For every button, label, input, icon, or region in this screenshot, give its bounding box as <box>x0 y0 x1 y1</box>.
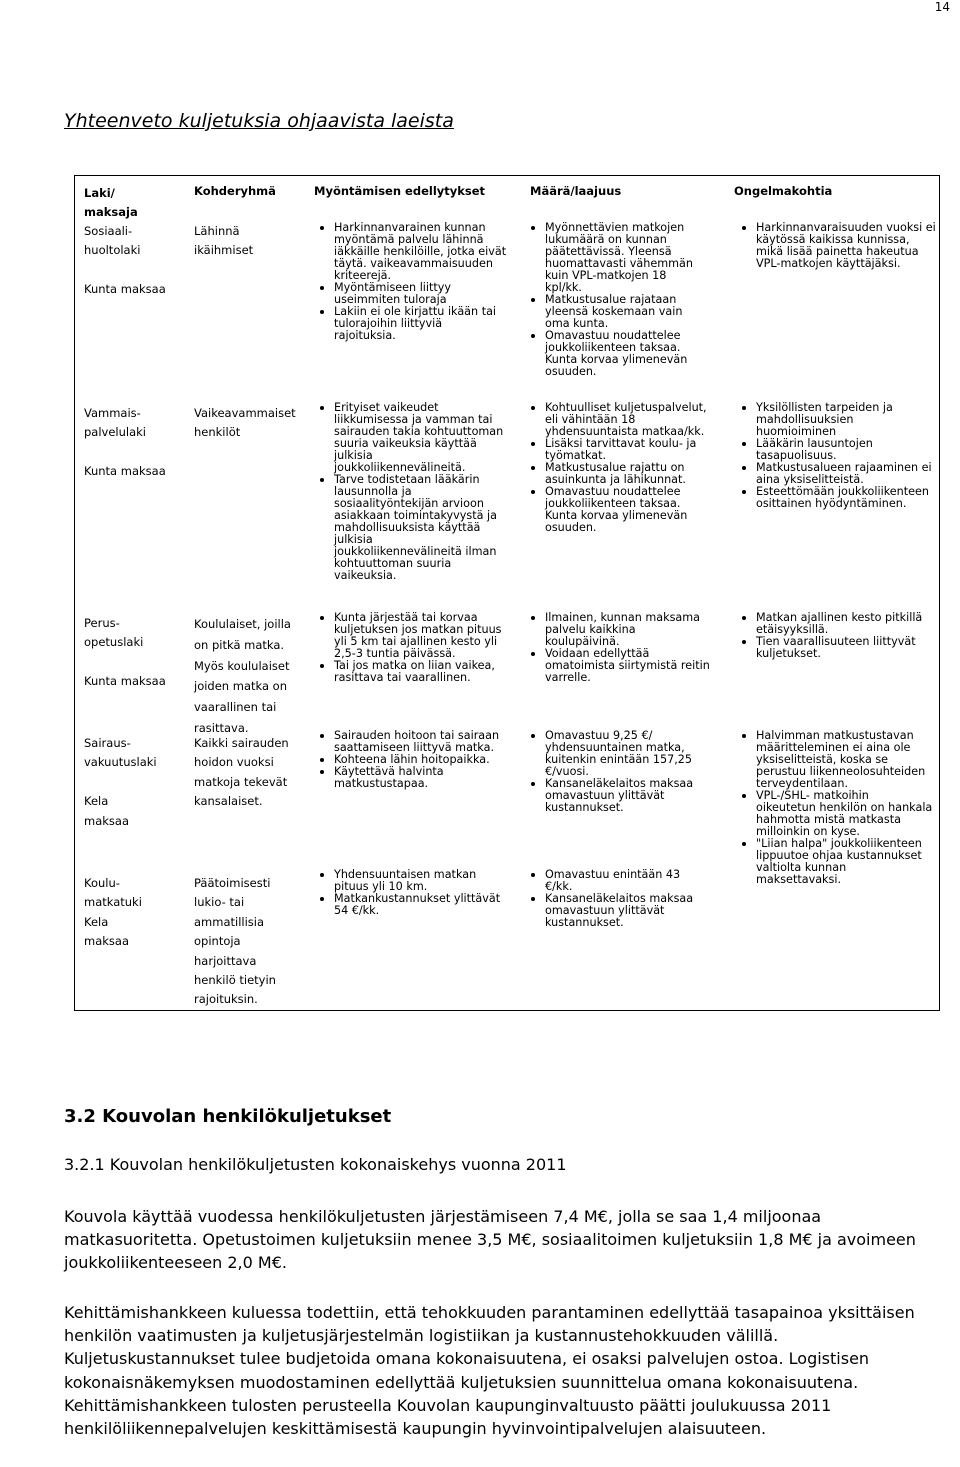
list-item-line: joukkoliikennevälineitä ilman <box>334 545 497 558</box>
body-paragraph-1: Kouvola käyttää vuodessa henkilökuljetusten järjestämiseen 7,4 M€, jolla se saa 1,4 miljoonaa matkasuoritetta. Opetustoimen kuljetuksiin menee 3,5 M€, sosiaalitoimen kuljetuksiin 1,8 M€ ja avoimeen joukkoliikenteeseen 2,0 M€. <box>64 1207 916 1273</box>
section-heading: 3.2 Kouvolan henkilökuljetukset <box>64 1106 392 1127</box>
list-item-line: sosiaalityöntekijän arvioon <box>334 497 484 510</box>
list-item-line: huomioiminen <box>756 425 837 438</box>
list-item <box>318 402 503 474</box>
subsection-heading: 3.2.1 Kouvolan henkilökuljetusten kokonaiskehys vuonna 2011 <box>64 1155 567 1174</box>
list-item-line: Yhdensuuntaisen matkan <box>334 868 477 881</box>
list-item-line: kustannukset. <box>545 801 624 814</box>
header-law-line2: maksaja <box>84 205 138 219</box>
list-item-line: tulorajoihin liittyviä <box>334 317 443 330</box>
list-item <box>740 486 932 510</box>
list-item-line: 54 €/kk. <box>334 904 380 917</box>
list-item-line: VPL-/SHL- matkoihin <box>756 789 869 802</box>
group-line: rasittava. <box>194 720 249 735</box>
law-line: Kela <box>84 794 109 809</box>
list-item-line: asuinkunta ja lähikunnat. <box>545 473 686 486</box>
list-item-line: aina yksiselitteistä. <box>756 473 864 486</box>
list-item-line: eli vähintään 18 <box>545 413 636 426</box>
document-title: Yhteenveto kuljetuksia ohjaavista laeista <box>64 110 454 132</box>
list-item-line: yhdensuuntaista matkaa/kk. <box>545 425 705 438</box>
list-item-line: lausunnolla ja <box>334 485 412 498</box>
row-5-conditions <box>318 869 500 917</box>
list-item-line: Myönnettävien matkojen <box>545 221 685 234</box>
list-item-line: palvelu kaikkina <box>545 623 636 636</box>
law-line: matkatuki <box>84 895 142 910</box>
list-item <box>740 402 932 438</box>
row-3-group <box>194 614 291 739</box>
group-line: ammatillisia <box>194 914 265 929</box>
list-item-line: varrelle. <box>545 671 591 684</box>
body-paragraph-2: Kehittämishankkeen kuluessa todettiin, että tehokkuuden parantaminen edellyttää tasapainoa yksittäisen henkilön vaatimusten ja kuljetusjärjestelmän logistiikan ja kustannustehokkuuden välillä. Kuljetuskustannukset tulee budjetoida omana kokonaisuutena, ei osaksi palvelujen ostoa. Logistisen kokonaisnäkemyksen muodostaminen edellyttää kuljetuksien suunnittelua omana kokonaisuutena. Kehittämishankkeen tulosten perusteella Kouvolan kaupunginvaltuusto päätti joulukuussa 2011 henkilöliikennepalvelujen keskittämisestä kaupungin hyvinvointipalvelujen alaisuuteen. <box>64 1303 915 1439</box>
list-item-line: liikkumisessa ja vamman tai <box>334 413 493 426</box>
list-item <box>740 438 932 462</box>
row-3-conditions <box>318 612 502 684</box>
group-line: on pitkä matka. <box>194 637 285 652</box>
list-item-line: maksettavaksi. <box>756 873 842 886</box>
list-item <box>529 486 707 534</box>
list-item-line: yksiselitteistä, koska se <box>756 753 889 766</box>
list-item-line: Matkankustannukset ylittävät <box>334 892 501 905</box>
list-item-line: Harkinnanvarainen kunnan <box>334 221 486 234</box>
list-item <box>529 402 707 438</box>
row-3-problems <box>740 612 922 660</box>
list-item <box>529 778 693 814</box>
list-item-line: mikä lisää painetta hakeutua <box>756 245 919 258</box>
group-line: henkilö tietyin <box>194 973 276 988</box>
row-3-law <box>84 614 166 692</box>
list-item-line: lippuutoe ohjaa kustannukset <box>756 849 922 862</box>
list-item-line: Kohteena lähin hoitopaikka. <box>334 753 490 766</box>
list-item-line: VPL-matkojen käyttäjäksi. <box>756 257 901 270</box>
list-item-line: tasapuolisuus. <box>756 449 837 462</box>
list-item <box>318 893 500 917</box>
list-item-line: osuuden. <box>545 521 597 534</box>
list-item-line: rasittava tai vaarallinen. <box>334 671 471 684</box>
list-item-line: huomattavasti vähemmän <box>545 257 693 270</box>
law-line: Perus- <box>84 616 120 630</box>
row-4-conditions <box>318 730 499 790</box>
list-item-line: matkustustapaa. <box>334 777 429 790</box>
list-item-line: Kunta järjestää tai korvaa <box>334 611 478 624</box>
list-item-line: joukkoliikenteen taksaa. <box>545 341 681 354</box>
list-item-line: Omavastuu noudattelee <box>545 329 681 342</box>
list-item <box>529 893 693 929</box>
list-item-line: myöntämä palvelu lähinnä <box>334 233 484 246</box>
row-4-extent <box>529 730 693 814</box>
group-line: Kaikki sairauden <box>194 736 289 750</box>
list-item-line: Kunta korvaa ylimenevän <box>545 509 688 522</box>
list-item <box>318 869 500 893</box>
list-item-line: osuuden. <box>545 365 597 378</box>
row-1-extent <box>529 222 693 378</box>
row-4-problems <box>740 730 932 886</box>
list-item <box>529 730 693 778</box>
list-item-line: milloinkin on kyse. <box>756 825 860 838</box>
law-line: Koulu- <box>84 876 120 890</box>
list-item-line: Lakiin ei ole kirjattu ikään tai <box>334 305 497 318</box>
list-item-line: kuitenkin enintään 157,25 <box>545 753 692 766</box>
list-item-line: Ilmainen, kunnan maksama <box>545 611 701 624</box>
list-item-line: Omavastuu noudattelee <box>545 485 681 498</box>
list-item-line: sairauden takia kohtuuttoman <box>334 425 504 438</box>
list-item-line: oma kunta. <box>545 317 609 330</box>
row-5-group <box>194 874 276 1010</box>
group-line: Myös koululaiset <box>194 658 290 673</box>
row-4-law <box>84 734 157 831</box>
page-number: 14 <box>934 0 950 14</box>
list-item-line: 2,5-3 tuntia päivässä. <box>334 647 456 660</box>
list-item <box>318 730 499 754</box>
group-line: kansalaiset. <box>194 794 263 809</box>
list-item-line: Matkustusalue rajattu on <box>545 461 685 474</box>
law-line: Kunta maksaa <box>84 282 166 297</box>
list-item-line: kpl/kk. <box>545 281 582 294</box>
list-item-line: Omavastuu enintään 43 <box>545 868 681 881</box>
group-line: Päätoimisesti <box>194 876 271 890</box>
law-line <box>84 653 166 672</box>
list-item-line: Kansaneläkelaitos maksaa <box>545 777 694 790</box>
list-item <box>529 462 707 486</box>
list-item-line: kuin VPL-matkojen 18 <box>545 269 667 282</box>
list-item <box>529 648 710 684</box>
list-item-line: "Liian halpa" joukkoliikenteen <box>756 837 922 850</box>
list-item-line: €/kk. <box>545 880 573 893</box>
law-line: maksaa <box>84 934 129 949</box>
group-line: hoidon vuoksi <box>194 755 274 770</box>
list-item-line: Myöntämiseen liittyy <box>334 281 452 294</box>
group-line: vaarallinen tai <box>194 700 277 715</box>
list-item-line: Yksilöllisten tarpeiden ja <box>756 401 893 414</box>
list-item-line: valtiolta kunnan <box>756 861 847 874</box>
list-item-line: käytössä kaikissa kunnissa, <box>756 233 910 246</box>
list-item <box>529 612 710 648</box>
list-item <box>529 222 693 294</box>
law-line: Kela <box>84 914 109 929</box>
list-item-line: vaikeuksia. <box>334 569 397 582</box>
row-1-law <box>84 222 166 300</box>
row-2-law <box>84 404 166 482</box>
list-item-line: oikeutetun henkilön on hankala <box>756 801 933 814</box>
list-item-line: kriteerejä. <box>334 269 392 282</box>
list-item-line: Tai jos matka on liian vaikea, <box>334 659 495 672</box>
row-5-law <box>84 874 142 952</box>
list-item <box>740 222 936 270</box>
list-item-line: Lisäksi tarvittavat koulu- ja <box>545 437 697 450</box>
header-extent: Määrä/laajuus <box>530 184 622 198</box>
list-item-line: kustannukset. <box>545 916 624 929</box>
list-item-line: Sairauden hoitoon tai sairaan <box>334 729 500 742</box>
law-line <box>84 773 157 792</box>
list-item-line: asiakkaan toimintakyvystä ja <box>334 509 497 522</box>
list-item-line: päätettävissä. Yleensä <box>545 245 672 258</box>
header-law <box>84 184 138 222</box>
row-2-group <box>194 404 296 443</box>
list-item <box>318 766 499 790</box>
list-item-line: julkisia <box>334 533 373 546</box>
list-item-line: rajoituksia. <box>334 329 396 342</box>
list-item-line: mahdollisuuksista käyttää <box>334 521 481 534</box>
list-item-line: julkisia <box>334 449 373 462</box>
group-line: Lähinnä <box>194 224 240 238</box>
header-conditions: Myöntämisen edellytykset <box>314 184 486 198</box>
header-target-group: Kohderyhmä <box>194 184 276 198</box>
list-item-line: kuljetukset. <box>756 647 821 660</box>
law-line <box>84 443 166 462</box>
list-item-line: etäisyyksillä. <box>756 623 829 636</box>
list-item <box>318 612 502 660</box>
list-item-line: Käytettävä halvinta <box>334 765 444 778</box>
list-item <box>318 222 506 282</box>
row-2-conditions <box>318 402 503 582</box>
list-item-line: omavastuun ylittävät <box>545 904 665 917</box>
list-item-line: perustuu liikenneolosuhteiden <box>756 765 926 778</box>
law-line: vakuutuslaki <box>84 755 157 770</box>
group-line: opintoja <box>194 934 241 949</box>
list-item-line: Esteettömään joukkoliikenteen <box>756 485 929 498</box>
list-item-line: Kohtuulliset kuljetuspalvelut, <box>545 401 707 414</box>
list-item <box>529 438 707 462</box>
list-item-line: terveydentilaan. <box>756 777 849 790</box>
list-item-line: Matkan ajallinen kesto pitkillä <box>756 611 923 624</box>
list-item-line: Matkustusalueen rajaaminen ei <box>756 461 932 474</box>
list-item <box>740 790 932 838</box>
list-item-line: Tien vaarallisuuteen liittyvät <box>756 635 916 648</box>
law-line: huoltolaki <box>84 243 141 258</box>
list-item-line: Kunta korvaa ylimenevän <box>545 353 688 366</box>
group-line: rajoituksin. <box>194 992 258 1007</box>
list-item-line: Voidaan edellyttää <box>545 647 650 660</box>
law-line: palvelulaki <box>84 425 147 440</box>
group-line: joiden matka on <box>194 679 287 694</box>
row-4-group <box>194 734 289 812</box>
header-law-line1: Laki/ <box>84 186 115 200</box>
list-item <box>529 330 693 378</box>
row-1-group <box>194 222 253 261</box>
list-item-line: Halvimman matkustustavan <box>756 729 914 742</box>
list-item-line: joukkoliikennevälineitä. <box>334 461 466 474</box>
law-line: Sairaus- <box>84 736 131 750</box>
list-item <box>318 660 502 684</box>
law-line <box>84 261 166 280</box>
list-item-line: joukkoliikenteen taksaa. <box>545 497 681 510</box>
list-item <box>529 869 693 893</box>
list-item <box>529 294 693 330</box>
list-item-line: täytä. vaikeavammaisuuden <box>334 257 493 270</box>
row-3-extent <box>529 612 710 684</box>
list-item <box>318 474 503 582</box>
list-item-line: hahmotta mistä matkasta <box>756 813 901 826</box>
group-line: Vaikeavammaiset <box>194 406 296 420</box>
list-item-line: osittainen hyödyntäminen. <box>756 497 907 510</box>
list-item-line: yleensä koskemaan vain <box>545 305 683 318</box>
row-5-extent <box>529 869 693 929</box>
list-item-line: työmatkat. <box>545 449 607 462</box>
law-line: Kunta maksaa <box>84 674 166 689</box>
list-item <box>318 282 506 306</box>
list-item-line: useimmiten tuloraja <box>334 293 447 306</box>
list-item-line: määritteleminen ei aina ole <box>756 741 911 754</box>
list-item <box>740 612 922 636</box>
list-item <box>740 636 922 660</box>
list-item-line: suuria vaikeuksia käyttää <box>334 437 477 450</box>
list-item-line: yhdensuuntainen matka, <box>545 741 685 754</box>
row-1-problems <box>740 222 936 270</box>
law-line: Sosiaali- <box>84 224 133 238</box>
group-line: henkilöt <box>194 425 241 440</box>
law-line: Vammais- <box>84 406 141 420</box>
group-line: lukio- tai <box>194 895 245 910</box>
list-item-line: omavastuun ylittävät <box>545 789 665 802</box>
list-item-line: mahdollisuuksien <box>756 413 854 426</box>
group-line: Koululaiset, joilla <box>194 617 291 631</box>
list-item-line: pituus yli 10 km. <box>334 880 428 893</box>
list-item <box>318 306 506 342</box>
list-item-line: Matkustusalue rajataan <box>545 293 677 306</box>
list-item-line: Tarve todistetaan lääkärin <box>334 473 480 486</box>
list-item-line: kohtuuttoman suuria <box>334 557 452 570</box>
list-item-line: lukumäärä on kunnan <box>545 233 667 246</box>
group-line: harjoittava <box>194 953 257 968</box>
list-item-line: Kansaneläkelaitos maksaa <box>545 892 694 905</box>
list-item-line: iäkkäille henkilöille, jotka eivät <box>334 245 507 258</box>
law-line: maksaa <box>84 813 129 828</box>
header-problems: Ongelmakohtia <box>734 184 833 198</box>
list-item-line: yli 5 km tai ajallinen kesto yli <box>334 635 498 648</box>
list-item-line: koulupäivinä. <box>545 635 620 648</box>
law-line: opetuslaki <box>84 635 144 650</box>
list-item-line: omatoimista siirtymistä reitin <box>545 659 710 672</box>
row-2-problems <box>740 402 932 510</box>
list-item-line: Erityiset vaikeudet <box>334 401 439 414</box>
list-item-line: saattamiseen liittyvä matka. <box>334 741 495 754</box>
list-item-line: Lääkärin lausuntojen <box>756 437 873 450</box>
list-item-line: €/vuosi. <box>545 765 589 778</box>
list-item <box>740 462 932 486</box>
list-item-line: Omavastuu 9,25 €/ <box>545 729 653 742</box>
row-1-conditions <box>318 222 506 342</box>
list-item <box>740 730 932 790</box>
law-line: Kunta maksaa <box>84 464 166 479</box>
group-line: ikäihmiset <box>194 243 254 258</box>
group-line: matkoja tekevät <box>194 774 288 789</box>
list-item <box>740 838 932 886</box>
row-2-extent <box>529 402 707 534</box>
list-item-line: Harkinnanvaraisuuden vuoksi ei <box>756 221 936 234</box>
list-item-line: kuljetuksen jos matkan pituus <box>334 623 502 636</box>
